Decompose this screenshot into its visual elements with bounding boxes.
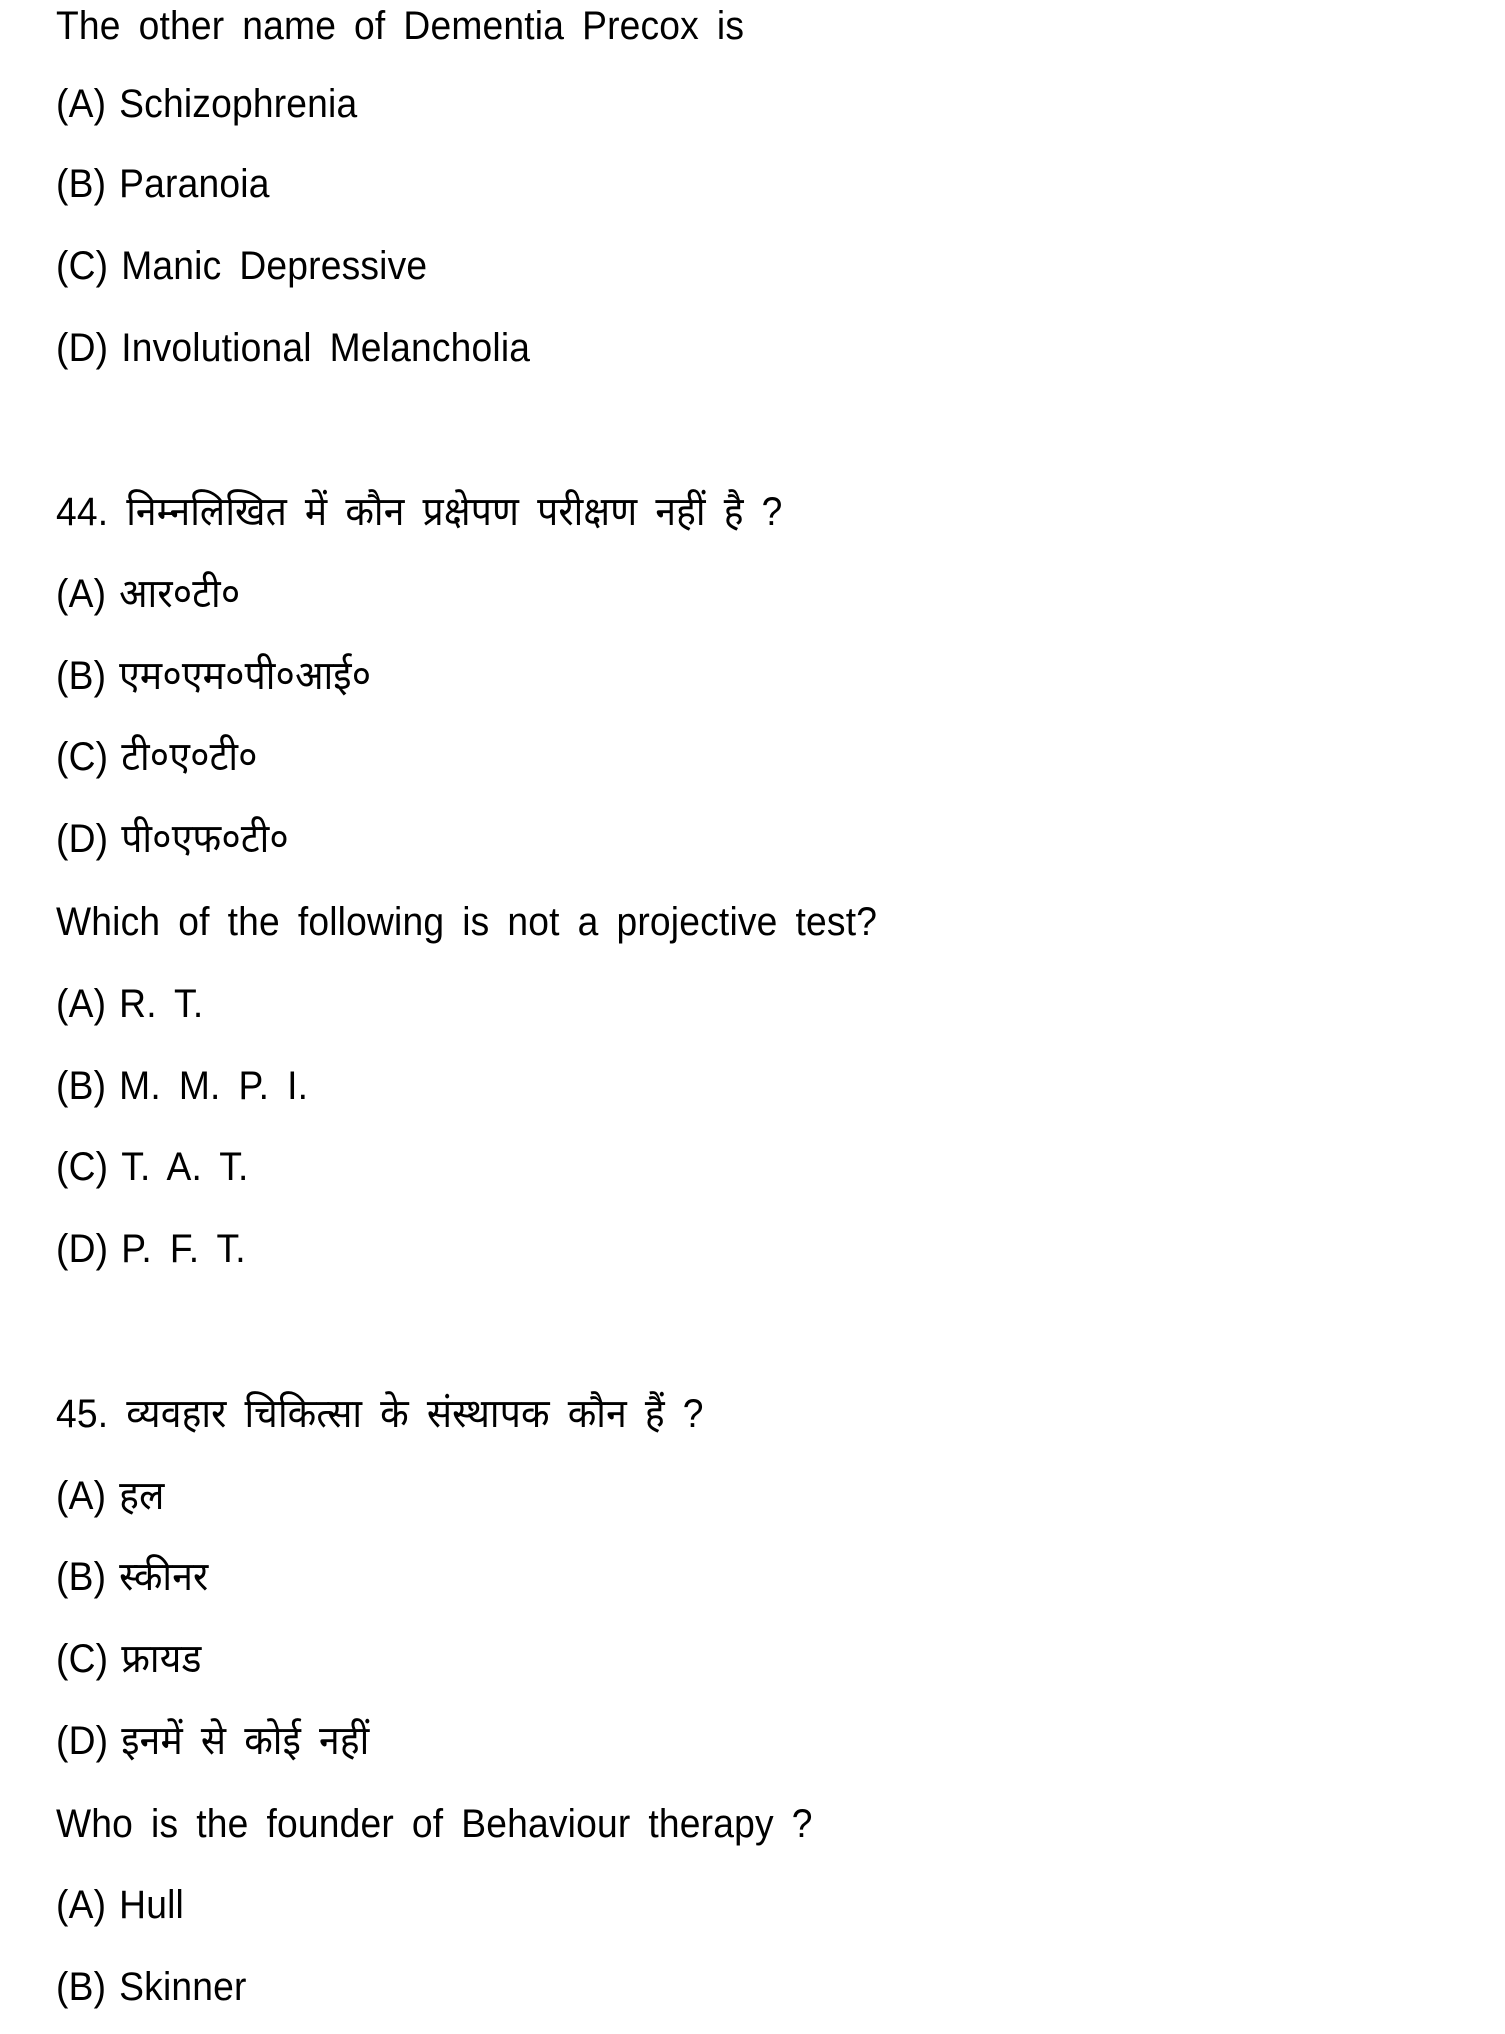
q43-option-c-en	[56, 241, 427, 291]
option-text: Hull	[119, 1883, 185, 1927]
q45-prompt-en: Who is the founder of Behaviour therapy ?	[56, 1802, 813, 1846]
q44-prompt-hi	[56, 487, 782, 537]
option-label: (D)	[56, 817, 109, 861]
question-number: 44.	[56, 490, 109, 534]
q44-prompt-en: Which of the following is not a projective test?	[56, 900, 878, 944]
option-text: Paranoia	[119, 162, 270, 206]
q45-option-a-en	[56, 1880, 184, 1930]
q45-prompt-hi	[56, 1389, 704, 1439]
q44-option-a-en	[56, 979, 203, 1029]
option-label: (B)	[56, 654, 107, 698]
option-text: Schizophrenia	[119, 82, 358, 126]
option-text: T. A. T.	[121, 1145, 249, 1189]
option-text: R. T.	[119, 982, 204, 1026]
option-label: (A)	[56, 1883, 107, 1927]
q45-option-a-hi	[56, 1471, 165, 1521]
option-text: Manic Depressive	[121, 244, 428, 288]
q43-option-b-en	[56, 159, 270, 209]
option-label: (B)	[56, 162, 107, 206]
q44-option-a-hi	[56, 569, 240, 619]
option-label: (A)	[56, 82, 107, 126]
q44-option-b-hi	[56, 651, 371, 701]
option-text: फ्रायड	[121, 1637, 202, 1681]
option-text: Skinner	[119, 1965, 247, 2009]
option-label: (B)	[56, 1064, 107, 1108]
q45-option-c-hi	[56, 1634, 202, 1684]
q45-option-b-hi	[56, 1552, 208, 1602]
option-label: (A)	[56, 1474, 107, 1518]
option-label: (D)	[56, 326, 109, 370]
option-text: M. M. P. I.	[119, 1064, 309, 1108]
option-text: स्कीनर	[119, 1555, 209, 1599]
option-text: पी०एफ०टी०	[121, 817, 289, 861]
option-label: (A)	[56, 982, 107, 1026]
q43-option-d-en	[56, 323, 530, 373]
option-label: (C)	[56, 1637, 109, 1681]
option-text: Involutional Melancholia	[121, 326, 531, 370]
option-label: (D)	[56, 1227, 109, 1271]
q45-option-b-en	[56, 1962, 247, 2012]
q45-option-d-hi	[56, 1716, 369, 1766]
option-label: (C)	[56, 1145, 109, 1189]
question-number: 45.	[56, 1392, 109, 1436]
option-label: (B)	[56, 1555, 107, 1599]
q44-option-d-en	[56, 1224, 246, 1274]
q44-option-c-hi	[56, 732, 258, 782]
option-label: (C)	[56, 244, 109, 288]
option-label: (D)	[56, 1719, 109, 1763]
question-text-hi: निम्नलिखित में कौन प्रक्षेपण परीक्षण नहीं है ?	[126, 490, 783, 534]
option-text: इनमें से कोई नहीं	[121, 1719, 370, 1763]
option-label: (A)	[56, 572, 107, 616]
option-text: एम०एम०पी०आई०	[119, 654, 372, 698]
q43-prompt-en: The other name of Dementia Precox is	[56, 4, 745, 48]
option-label: (C)	[56, 735, 109, 779]
q44-option-b-en	[56, 1061, 308, 1111]
option-text: टी०ए०टी०	[121, 735, 258, 779]
option-text: हल	[119, 1474, 165, 1518]
q44-option-c-en	[56, 1142, 249, 1192]
option-text: P. F. T.	[121, 1227, 246, 1271]
q44-option-d-hi	[56, 814, 289, 864]
question-text-hi: व्यवहार चिकित्सा के संस्थापक कौन हैं ?	[126, 1392, 704, 1436]
option-label: (B)	[56, 1965, 107, 2009]
option-text: आर०टी०	[119, 572, 241, 616]
q43-option-a-en	[56, 79, 357, 129]
